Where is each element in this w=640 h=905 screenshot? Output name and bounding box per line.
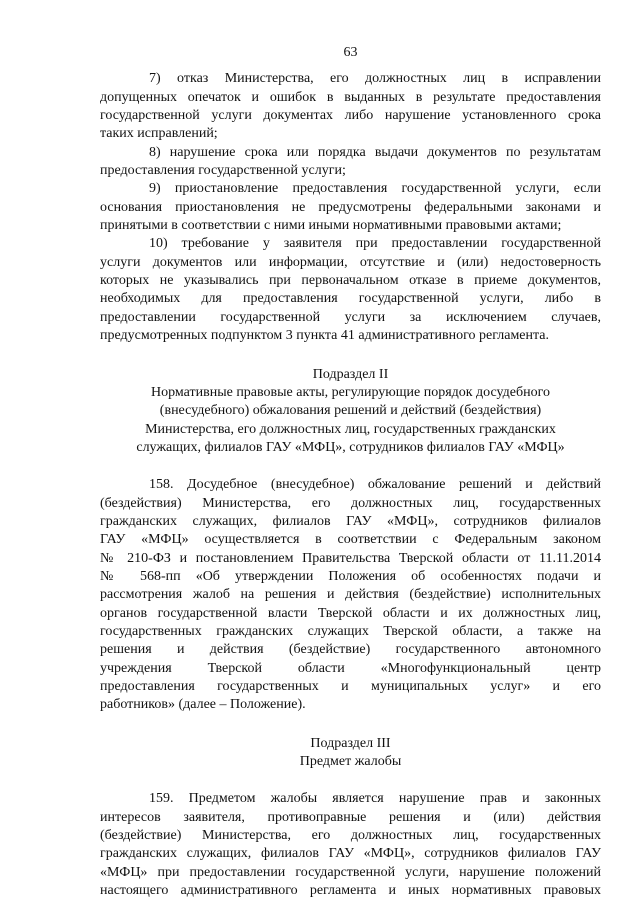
text-line: (бездействие) Министерства, его должностных лиц, государственных [100, 828, 601, 844]
paragraph-158 [100, 476, 601, 714]
text-line: (бездействия) Министерства, его должностных лиц, государственных [100, 495, 601, 511]
subsection-3-heading [100, 735, 601, 772]
text-line: гражданских служащих, филиалов ГАУ «МФЦ», сотрудников филиалов [100, 513, 601, 529]
subsection-2-heading [100, 366, 601, 458]
text-line: предоставлении государственной услуги за исключением случаев, [100, 309, 601, 325]
text-line: гражданских служащих, филиалов ГАУ «МФЦ», сотрудников филиалов ГАУ [100, 846, 601, 862]
text-line: органов государственной власти Тверской области и их должностных лиц, [100, 605, 601, 621]
text-line: основания приостановления не предусмотрены федеральными законами и [100, 199, 601, 215]
heading-line: (внесудебного) обжалования решений и действий (бездействия) [159, 403, 542, 419]
text-line: государственных гражданских служащих Тверской области, а также на [100, 623, 601, 639]
text-line: 7) отказ Министерства, его должностных лиц в исправлении [149, 71, 601, 87]
text-line: «МФЦ» при предоставлении государственной услуги, нарушение положений [100, 864, 601, 880]
text-line: принятыми в соответствии с ними иными нормативными правовыми актами; [100, 218, 562, 234]
page-number: 63 [343, 45, 358, 60]
list-item-8 [100, 144, 601, 181]
text-line: № 568-пп «Об утверждении Положения об особенностях подачи и [100, 568, 601, 584]
text-line: предоставления государственных и муниципальных услуг» и его [100, 679, 601, 694]
text-line: 9) приостановление предоставления государственной услуги, если [149, 181, 601, 197]
text-line: услуги документов или информации, отсутствие и (или) недостоверность [100, 254, 601, 270]
paragraph-159 [100, 790, 601, 900]
text-line: ГАУ «МФЦ» осуществляется в соответствии с Федеральным законом [100, 532, 601, 548]
text-line: решения и действия (бездействие) государственного автономного [100, 642, 601, 658]
list-item-9 [100, 180, 601, 235]
text-line: таких исправлений; [100, 126, 218, 142]
text-line: 8) нарушение срока или порядка выдачи документов по результатам [149, 144, 601, 160]
text-line: необходимых для предоставления государственной услуги, либо в [100, 291, 601, 307]
heading-line: Предмет жалобы [299, 754, 402, 770]
text-line: предусмотренных подпунктом 3 пункта 41 административного регламента. [100, 328, 550, 344]
text-line: № 210-ФЗ и постановлением Правительства Тверской области от 11.11.2014 [100, 550, 601, 566]
document-page [100, 44, 601, 900]
list-item-10 [100, 235, 601, 345]
text-line: государственной услуги документах либо нарушение установленного срока [100, 108, 601, 124]
text-line: рассмотрения жалоб на решения и действия (бездействие) исполнительных [100, 587, 601, 603]
list-item-7 [100, 70, 601, 143]
heading-line: Нормативные правовые акты, регулирующие порядок досудебного [150, 384, 551, 400]
heading-line: служащих, филиалов ГАУ «МФЦ», сотрудников филиалов ГАУ «МФЦ» [136, 439, 565, 455]
text-line: 158. Досудебное (внесудебное) обжалование решений и действий [149, 477, 601, 493]
text-line: работников» (далее – Положение). [100, 697, 306, 713]
text-line: допущенных опечаток и ошибок в выданных в результате предоставления [100, 89, 601, 105]
text-line: 159. Предметом жалобы является нарушение прав и законных [149, 791, 601, 807]
heading-line: Министерства, его должностных лиц, государственных гражданских [145, 421, 556, 437]
text-line: учреждения Тверской области «Многофункциональный центр [100, 660, 601, 676]
subsection-title: Подраздел III [310, 735, 391, 751]
text-line: настоящего административного регламента и иных нормативных правовых [100, 883, 601, 899]
text-line: 10) требование у заявителя при предоставлении государственной [149, 236, 601, 252]
subsection-title: Подраздел II [312, 366, 389, 382]
text-line: которых не указывались при первоначальном отказе в приеме документов, [100, 273, 601, 289]
text-line: предоставления государственной услуги; [100, 163, 346, 179]
text-line: интересов заявителя, противоправные решения и (или) действия [100, 809, 601, 825]
